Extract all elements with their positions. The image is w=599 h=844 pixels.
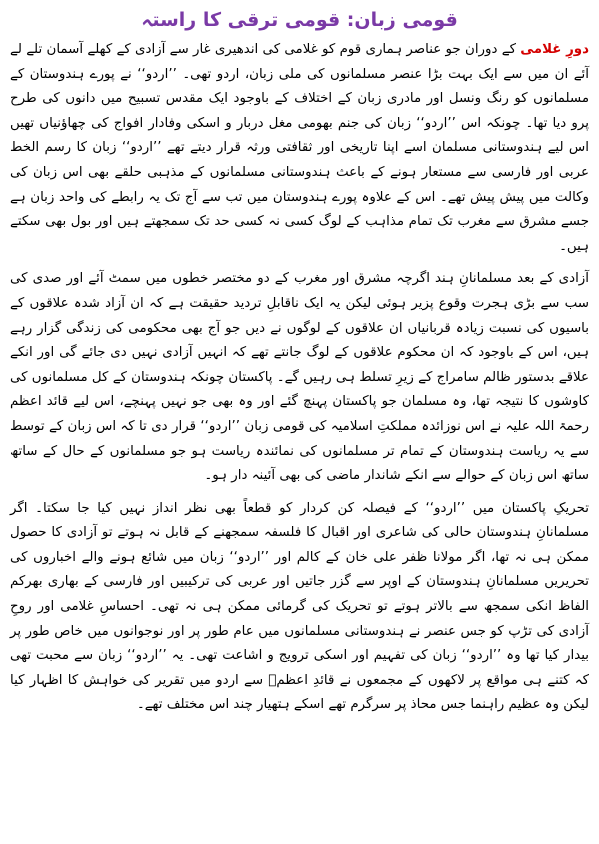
paragraph-3: تحریکِ پاکستان میں ’’اردو‘‘ کے فیصلہ کن کردار کو قطعاً بھی نظر انداز نہیں کیا جا سکتا۔ اگر مسلمانانِ ہندوستان حالی کی شاعری اور اقبال کا فلسفہ سمجھنے کے قابل نہ ہوتے تو آزادی کا حصول ممکن ہی نہ تھا، اگر مولانا ظفر علی خان کے کالم اور ’’اردو‘‘ زبان میں شائع ہونے والے اخباروں کی تحریریں مسلمانانِ ہندوستان کے اوپر سے گزر جاتیں اور عربی کی ترکیبیں اور فارسی کے بھاری بھرکم الفاظ انکی سمجھ سے بالاتر ہوتے تو تحریک کی گرمائی ممکن ہی نہ تھی۔ احساسِ غلامی اور روحِ آزادی کی تڑپ کو جس عنصر نے ہندوستانی مسلمانوں میں عام طور پر اور نوجوانوں میں خاص طور پر بیدار کیا تھا وہ ’’اردو‘‘ زبان کی تفہیم اور اسکی ترویج و اشاعت تھی۔ یہ ’’اردو‘‘ زبان سے محبت تھی کہ کتنے ہی مواقع پر لاکھوں کے مجمعوں نے قائدِ اعظمؒ سے اردو میں تقریر کی خواہش کا اظہار کیا لیکن وہ عظیم راہنما جس محاذ پر سرگرم تھے اسکے ہتھیار چند اس مختلف تھے۔	[10, 500, 589, 713]
article-title: قومی زبان: قومی ترقی کا راستہ	[141, 9, 458, 31]
paragraph-1	[10, 38, 589, 259]
paragraph-2: آزادی کے بعد مسلمانانِ ہند اگرچہ مشرق اور مغرب کے دو مختصر خطوں میں سمٹ آئے اور صدی کی سب سے بڑی ہجرت وقوع پزیر ہوئی لیکن یہ ایک ناقابلِ تردید حقیقت ہے کہ ان آزاد شدہ علاقوں کے باسیوں کی نسبت زیادہ قربانیاں ان علاقوں کے لوگوں نے دیں جو آج بھی محکومی کی زندگی گزار رہے ہیں، اس کے باوجود کہ ان محکوم علاقوں کے لوگ جانتے تھے کہ انہیں آزادی نہیں دی جائے گی اور انکے علاقے بدستور ظالم سامراج کے زیرِ تسلط ہی رہیں گے۔ پاکستان چونکہ ہندوستان کے کل مسلمانوں کی کاوشوں کا نتیجہ تھا، وہ مسلمان جو پاکستان پہنچ گئے اور وہ بھی جو نہیں پہنچے، اس لیے قائد اعظم رحمۃ اللہ علیہ نے اس نوزائدہ مملکتِ اسلامیہ کی قومی زبان ’’اردو‘‘ قرار دی تا کہ اس زبان کے توسط سے یہ ریاست ہندوستان کے تمام تر مسلمانوں کی نمائندہ ریاست ہو جو مسلمانوں کے حال کے ساتھ ساتھ اس زبان کے حوالے سے انکے شاندار ماضی کی بھی آئینہ دار ہو۔	[10, 271, 589, 484]
lead-phrase: دورِ غلامی	[520, 42, 589, 57]
paragraph-1-text: کے دوران جو عناصر ہماری قوم کو غلامی کی اندھیری غار سے آزادی کے کھلے آسمان تلے لے آئے ان میں سے ایک بہت بڑا عنصر مسلمانوں کی ملی زبان، اردو تھی۔ ’’اردو‘‘ نے پورے ہندوستان کے مسلمانوں کو رنگ ونسل اور مادری زبان کے اختلاف کے باوجود ایک مقدس تسبیح میں دانوں کی طرح پرو دیا تھا۔ چونکہ اس ’’اردو‘‘ زبان کی جنم بھومی مغل دربار و اسکی وفادار افواج کی چھاؤنیاں تھیں اس لیے ہندوستانی مسلمان اسے اپنا تاریخی اور ثقافتی ورثہ قرار دیتے تھے ’’اردو‘‘ زبان کا رسم الخط عربی اور فارسی سے مستعار ہونے کے باعث ہندوستانی مسلمانوں کے مذہبی حلقے بھی اس زبان کی وکالت میں پیش پیش تھے۔ اس کے علاوہ پورے ہندوستان میں تب سے آج تک یہ رابطے کی واحد زبان ہے جسے مشرق سے مغرب تک تمام مذاہب کے لوگ کسی نہ کسی حد تک سمجھتے ہیں اور بول بھی سکتے ہیں۔	[10, 42, 589, 254]
